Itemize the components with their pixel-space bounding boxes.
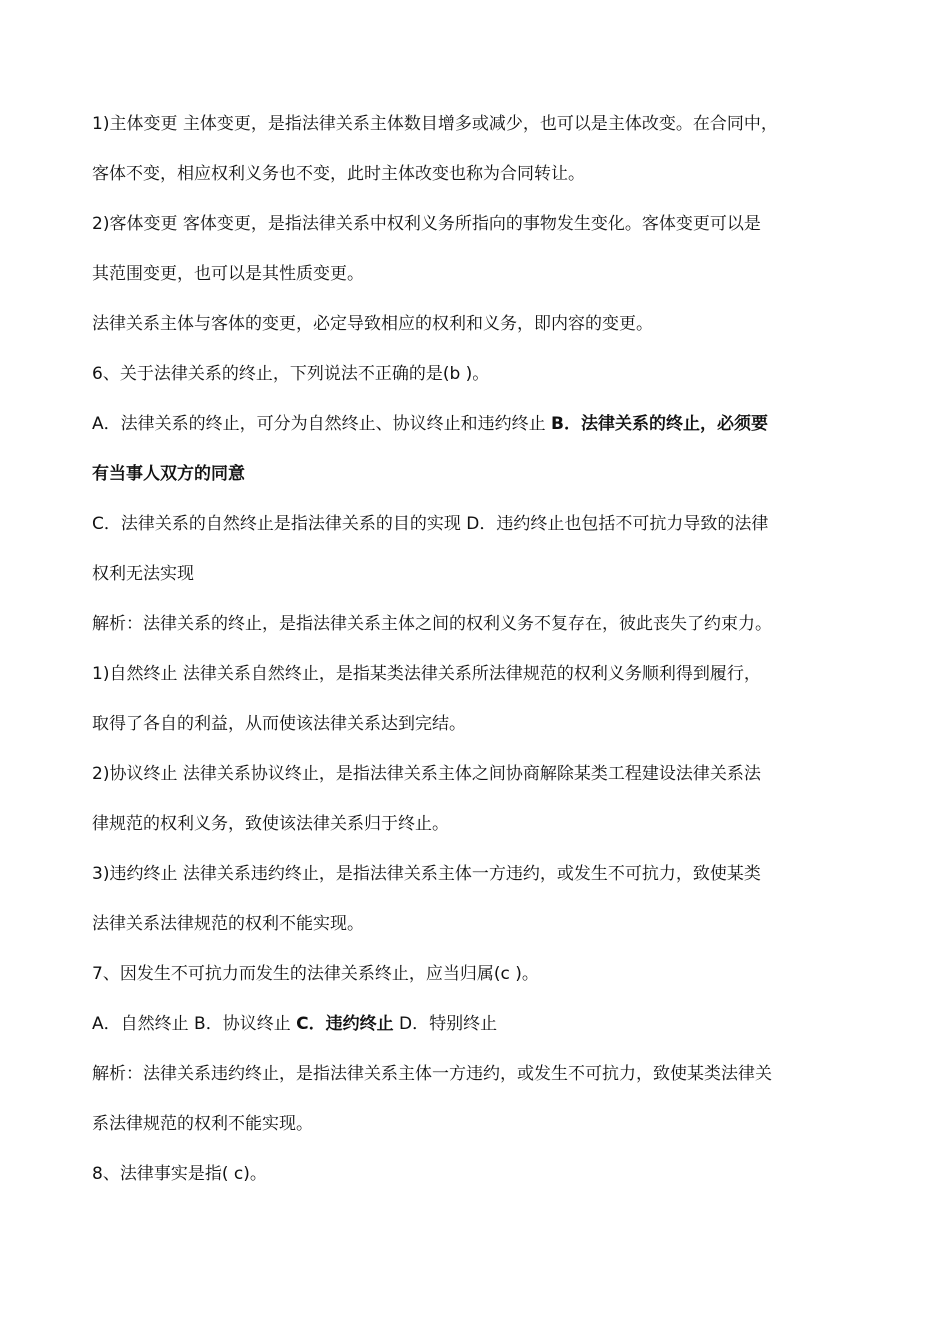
text-run: 律规范的权利义务，致使该法律关系归于终止。 xyxy=(92,814,449,834)
text-run: C．法律关系的自然终止是指法律关系的目的实现 D．违约终止也包括不可抗力导致的法律 xyxy=(92,514,769,534)
answer-option-b-cont: 有当事人双方的同意 xyxy=(92,464,245,484)
text-line xyxy=(92,256,862,306)
text-run: 解析：法律关系的终止，是指法律关系主体之间的权利义务不复存在，彼此丧失了约束力。 xyxy=(92,614,772,634)
text-run: 2)客体变更 客体变更，是指法律关系中权利义务所指向的事物发生变化。客体变更可以是 xyxy=(92,214,761,234)
text-run: 其范围变更，也可以是其性质变更。 xyxy=(92,264,364,284)
text-run: D．特别终止 xyxy=(393,1014,498,1034)
text-run: 取得了各自的利益，从而使该法律关系达到完结。 xyxy=(92,714,466,734)
question-7-options xyxy=(92,1006,862,1056)
explanation-6 xyxy=(92,606,862,656)
text-line xyxy=(92,556,862,606)
text-run: 1)主体变更 主体变更，是指法律关系主体数目增多或减少，也可以是主体改变。在合同中， xyxy=(92,114,778,134)
text-run: 1)自然终止 法律关系自然终止，是指某类法律关系所法律规范的权利义务顺利得到履行， xyxy=(92,664,761,684)
question-6 xyxy=(92,356,862,406)
text-run: 权利无法实现 xyxy=(92,564,194,584)
text-run: 7、因发生不可抗力而发生的法律关系终止，应当归属(c )。 xyxy=(92,964,539,984)
text-line xyxy=(92,906,862,956)
question-6-options-cont xyxy=(92,456,862,506)
text-line xyxy=(92,156,862,206)
text-run: 系法律规范的权利不能实现。 xyxy=(92,1114,313,1134)
text-run: 客体不变，相应权利义务也不变，此时主体改变也称为合同转让。 xyxy=(92,164,585,184)
text-line xyxy=(92,756,862,806)
text-line xyxy=(92,506,862,556)
question-7 xyxy=(92,956,862,1006)
text-run: 8、法律事实是指( c)。 xyxy=(92,1164,267,1184)
document-body xyxy=(92,106,862,1206)
question-6-options xyxy=(92,406,862,456)
text-run: 法律关系法律规范的权利不能实现。 xyxy=(92,914,364,934)
text-line xyxy=(92,206,862,256)
question-8 xyxy=(92,1156,862,1206)
text-line xyxy=(92,806,862,856)
text-run: A．法律关系的终止，可分为自然终止、协议终止和违约终止 xyxy=(92,414,552,434)
text-run: A．自然终止 B．协议终止 xyxy=(92,1014,297,1034)
text-line xyxy=(92,656,862,706)
answer-option-b: B．法律关系的终止，必须要 xyxy=(551,414,769,434)
text-line xyxy=(92,706,862,756)
text-line xyxy=(92,306,862,356)
text-run: 法律关系主体与客体的变更，必定导致相应的权利和义务，即内容的变更。 xyxy=(92,314,653,334)
text-run: 3)违约终止 法律关系违约终止，是指法律关系主体一方违约，或发生不可抗力，致使某类 xyxy=(92,864,761,884)
text-run: 解析：法律关系违约终止，是指法律关系主体一方违约，或发生不可抗力，致使某类法律关 xyxy=(92,1064,772,1084)
explanation-7 xyxy=(92,1056,862,1106)
text-run: 6、关于法律关系的终止，下列说法不正确的是(b )。 xyxy=(92,364,490,384)
text-line xyxy=(92,1106,862,1156)
text-run: 2)协议终止 法律关系协议终止，是指法律关系主体之间协商解除某类工程建设法律关系法 xyxy=(92,764,761,784)
text-line xyxy=(92,856,862,906)
answer-option-c: C．违约终止 xyxy=(296,1014,394,1034)
text-line xyxy=(92,106,862,156)
